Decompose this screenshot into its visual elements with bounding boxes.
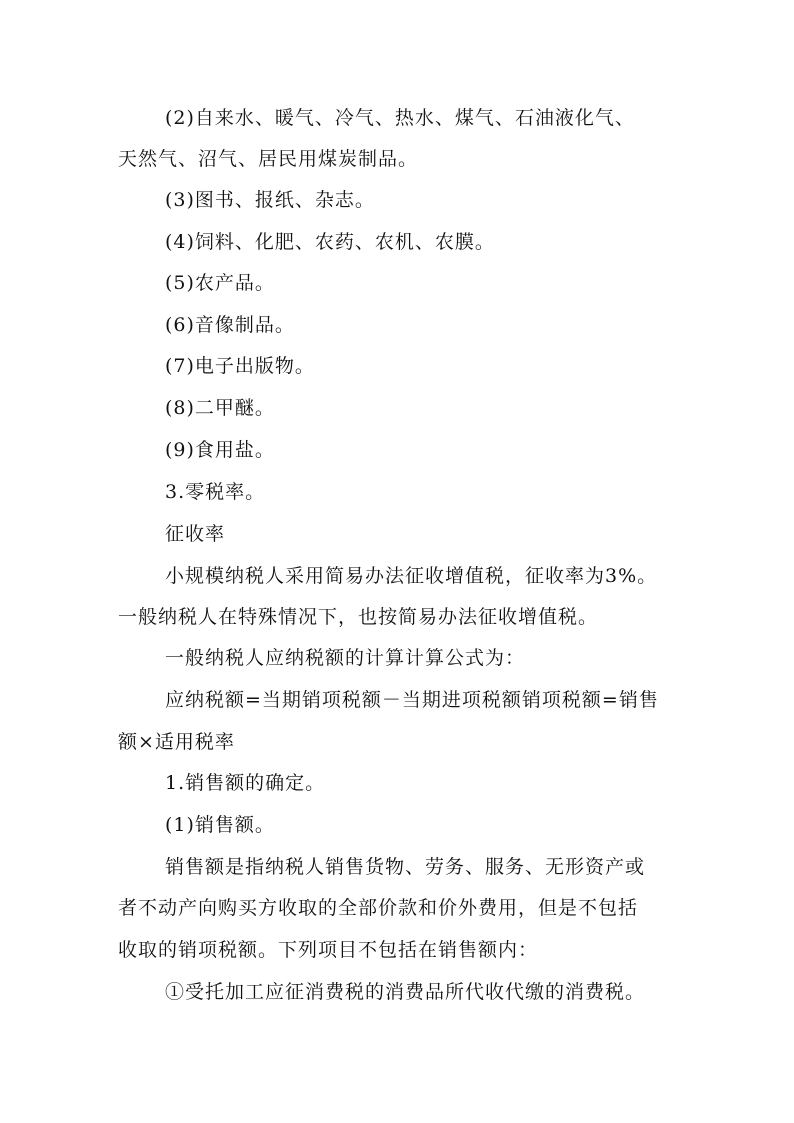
text-line: 一般纳税人在特殊情况下，也按简易办法征收增值税。 xyxy=(118,606,599,628)
formula-line: 额×适用税率 xyxy=(118,731,235,753)
text-line: 收取的销项税额。下列项目不包括在销售额内： xyxy=(118,939,539,961)
text-line: 天然气、沼气、居民用煤炭制品。 xyxy=(118,148,419,170)
text-line: 销售额是指纳税人销售货物、劳务、服务、无形资产或 xyxy=(165,856,646,878)
text-line: (3)图书、报纸、杂志。 xyxy=(165,189,375,211)
section-heading: 征收率 xyxy=(165,523,226,545)
text-line: 小规模纳税人采用简易办法征收增值税，征收率为3%。 xyxy=(165,565,658,587)
text-line: ①受托加工应征消费税的消费品所代收代缴的消费税。 xyxy=(165,981,646,1003)
text-line: (8)二甲醚。 xyxy=(165,397,275,419)
text-line: (4)饲料、化肥、农药、农机、农膜。 xyxy=(165,231,495,253)
text-line: (5)农产品。 xyxy=(165,272,275,294)
text-line: 一般纳税人应纳税额的计算计算公式为： xyxy=(165,647,526,669)
text-line: (6)音像制品。 xyxy=(165,314,295,336)
text-line: 者不动产向购买方收取的全部价款和价外费用，但是不包括 xyxy=(118,897,639,919)
text-line: (7)电子出版物。 xyxy=(165,355,315,377)
text-line: 1.销售额的确定。 xyxy=(165,772,326,794)
text-line: (9)食用盐。 xyxy=(165,439,275,461)
text-line: (2)自来水、暖气、冷气、热水、煤气、石油液化气、 xyxy=(165,107,635,129)
text-line: 3.零税率。 xyxy=(165,481,266,503)
formula-line: 应纳税额=当期销项税额－当期进项税额销项税额=销售 xyxy=(165,689,659,711)
text-line: (1)销售额。 xyxy=(165,814,275,836)
